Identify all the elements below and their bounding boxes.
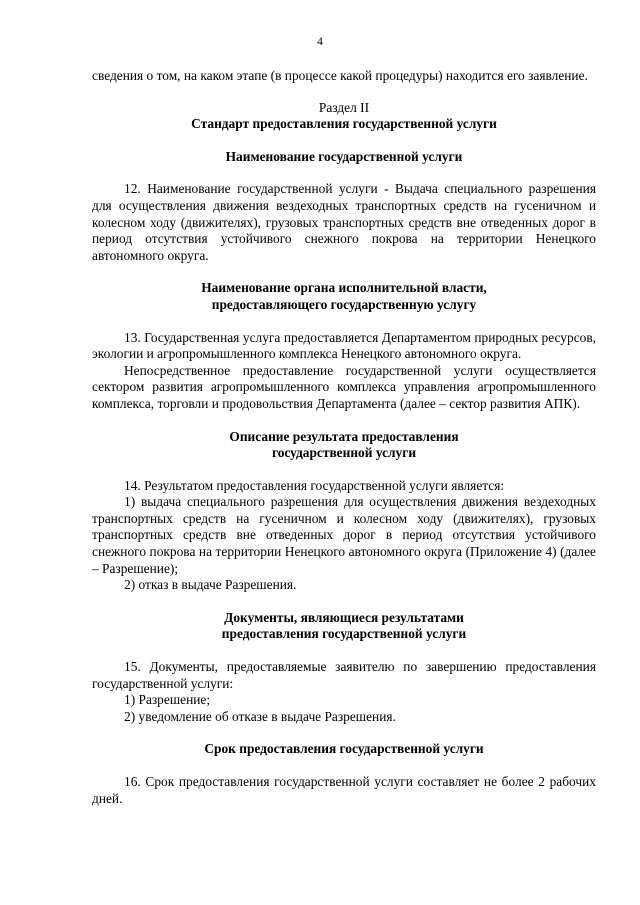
- paragraph-14-item1: 1) выдача специального разрешения для осуществления движения вездеходных транспортных средств на гусеничном и колесном ходу (движителях), грузовых транспортных средств вне отведенных дорог в период отсутствия устойчивого снежного покрова на территории Ненецкого автономного округа (Приложение 4) (далее – Разрешение);: [92, 494, 596, 576]
- heading-service-term: Срок предоставления государственной услуги: [204, 741, 484, 757]
- heading-documents-line1: Документы, являющиеся результатами: [224, 609, 464, 625]
- heading-authority-line2: предоставляющего государственную услугу: [211, 296, 477, 312]
- paragraph-14: 14. Результатом предоставления государственной услуги является:: [124, 477, 505, 493]
- document-body: [92, 68, 596, 807]
- heading-documents-line2: предоставления государственной услуги: [221, 626, 467, 642]
- paragraph-12: 12. Наименование государственной услуги - Выдача специального разрешения для осуществления движения вездеходных транспортных средств на гусеничном и колесном ходу (движителях), грузовых транспортных средств вне отведенных дорог в период отсутствия устойчивого снежного покрова на территории Ненецкого автономного округа.: [92, 181, 596, 263]
- paragraph-16: 16. Срок предоставления государственной услуги составляет не более 2 рабочих дней.: [92, 774, 596, 806]
- section-label: Раздел II: [318, 99, 370, 115]
- heading-authority-line1: Наименование органа исполнительной власти,: [201, 280, 487, 296]
- section-title: Стандарт предоставления государственной услуги: [191, 116, 497, 132]
- paragraph-15-item1: 1) Разрешение;: [124, 692, 211, 708]
- paragraph-13: 13. Государственная услуга предоставляется Департаментом природных ресурсов, экологии и агропромышленного комплекса Ненецкого автономного округа.: [92, 329, 596, 362]
- heading-result-line2: государственной услуги: [271, 445, 417, 461]
- heading-result-line1: Описание результата предоставления: [229, 428, 459, 444]
- intro-paragraph: сведения о том, на каком этапе (в процессе какой процедуры) находится его заявление.: [92, 68, 588, 83]
- paragraph-14-item2: 2) отказ в выдаче Разрешения.: [124, 577, 297, 593]
- heading-service-name: Наименование государственной услуги: [225, 148, 463, 164]
- paragraph-15-item2: 2) уведомление об отказе в выдаче Разрешения.: [124, 708, 396, 724]
- paragraph-13-continued: Непосредственное предоставление государственной услуги осуществляется сектором развития агропромышленного комплекса управления агропромышленного комплекса, торговли и продовольствия Департамента (далее – сектор развития АПК).: [92, 362, 596, 411]
- page-number: 4: [317, 36, 323, 48]
- paragraph-15: 15. Документы, предоставляемые заявителю по завершению предоставления государственной услуги:: [92, 659, 596, 691]
